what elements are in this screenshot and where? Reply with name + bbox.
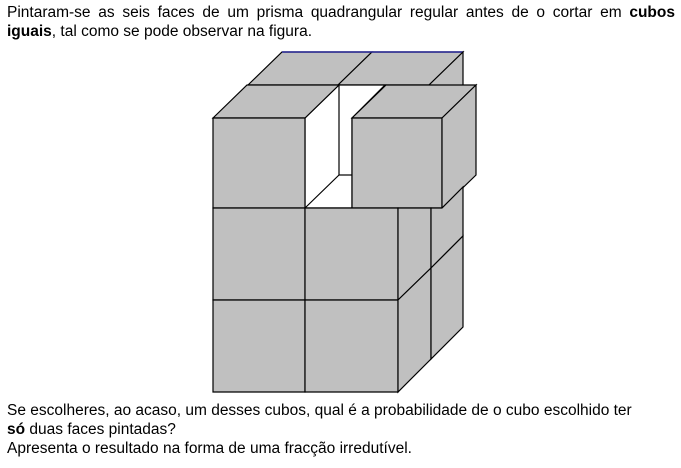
middle-front-right bbox=[305, 208, 398, 300]
bottom-front-right bbox=[305, 300, 398, 392]
question-line-2 bbox=[7, 420, 675, 439]
question-text-2: duas faces pintadas? bbox=[25, 421, 176, 438]
intro-text-end: , tal como se pode observar na figura. bbox=[51, 23, 312, 40]
question-bold-so: só bbox=[7, 421, 26, 438]
raised-cube-front bbox=[352, 118, 442, 208]
front-left-cube-front bbox=[213, 118, 305, 208]
question-line-3: Apresenta o resultado na forma de uma fracção irredutível. bbox=[7, 440, 412, 457]
question-paragraph bbox=[7, 401, 675, 458]
question-line-1: Se escolheres, ao acaso, um desses cubos, qual é a probabilidade de o cubo escolhido ter bbox=[7, 402, 632, 419]
intro-bold-iguais: iguais bbox=[7, 23, 52, 40]
bottom-front-left bbox=[213, 300, 305, 392]
middle-front-left bbox=[213, 208, 305, 300]
intro-text-start: Pintaram-se as seis faces de um prisma quadrangular regular antes de o cortar em bbox=[7, 4, 630, 21]
intro-bold-cubos: cubos bbox=[629, 4, 675, 21]
